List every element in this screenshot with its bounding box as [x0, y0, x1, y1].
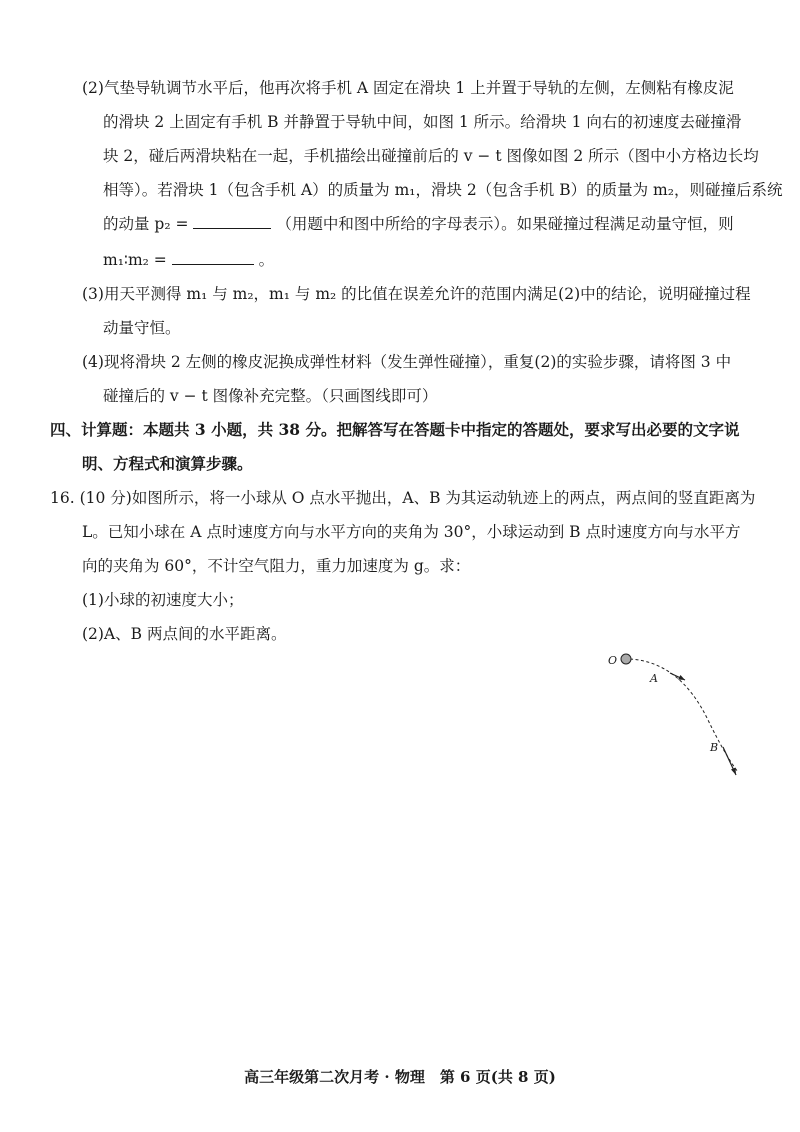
section-4-heading-line-1: 四、计算题：本题共 3 小题，共 38 分。把解答写在答题卡中指定的答题处，要求写出必要的文字说: [50, 420, 740, 439]
q3-line-2: 动量守恒。: [103, 319, 181, 337]
momentum-label: 的动量 p₂ =: [103, 215, 189, 233]
momentum-hint: （用题中和图中所给的字母表示）。如果碰撞过程满足动量守恒，则: [276, 215, 734, 233]
section-4-heading-line-2: 明、方程式和演算步骤。: [82, 454, 253, 473]
ball-icon: [621, 654, 631, 664]
q2-line-5: [103, 214, 734, 234]
label-a: A: [650, 672, 658, 685]
label-b: B: [710, 741, 719, 754]
q2-line-4: 相等）。若滑块 1（包含手机 A）的质量为 m₁，滑块 2（包含手机 B）的质量为 m₂，则碰撞后系统: [103, 181, 783, 199]
page-footer: 高三年级第二次月考 · 物理 第 6 页(共 8 页): [244, 1068, 556, 1086]
trajectory-path: [630, 659, 738, 772]
mass-ratio-label: m₁∶m₂ =: [103, 251, 167, 269]
q16-line-1: 16. (10 分)如图所示，将一小球从 O 点水平抛出，A、B 为其运动轨迹上的两点，两点间的竖直距离为: [50, 489, 756, 507]
velocity-b-arrowhead: [731, 768, 736, 776]
q16-line-2: L。已知小球在 A 点时速度方向与水平方向的夹角为 30°，小球运动到 B 点时速度方向与水平方: [82, 523, 741, 541]
momentum-answer-blank[interactable]: [193, 214, 271, 229]
q4-line-1: (4)现将滑块 2 左侧的橡皮泥换成弹性材料（发生弹性碰撞），重复(2)的实验步骤，请将图 3 中: [82, 353, 732, 371]
mass-ratio-end: 。: [258, 251, 275, 269]
q3-line-1: (3)用天平测得 m₁ 与 m₂，m₁ 与 m₂ 的比值在误差允许的范围内满足(2)中的结论，说明碰撞过程: [82, 285, 751, 303]
q2-line-3: 块 2，碰后两滑块粘在一起，手机描绘出碰撞前后的 v − t 图像如图 2 所示（图中小方格边长均: [103, 147, 759, 165]
q2-line-6: [103, 250, 274, 270]
q16-subquestion-1: (1)小球的初速度大小；: [82, 591, 244, 609]
q4-line-2: 碰撞后的 v − t 图像补充完整。（只画图线即可）: [103, 387, 438, 405]
mass-ratio-answer-blank[interactable]: [172, 250, 254, 265]
q2-line-1: (2)气垫导轨调节水平后，他再次将手机 A 固定在滑块 1 上并置于导轨的左侧，左侧粘有橡皮泥: [82, 79, 734, 97]
projectile-trajectory-figure: [590, 640, 760, 790]
label-o: O: [608, 654, 618, 667]
q16-line-3: 向的夹角为 60°，不计空气阻力，重力加速度为 g。求：: [82, 557, 471, 575]
q2-line-2: 的滑块 2 上固定有手机 B 并静置于导轨中间，如图 1 所示。给滑块 1 向右的初速度去碰撞滑: [103, 113, 742, 131]
q16-subquestion-2: (2)A、B 两点间的水平距离。: [82, 625, 287, 643]
